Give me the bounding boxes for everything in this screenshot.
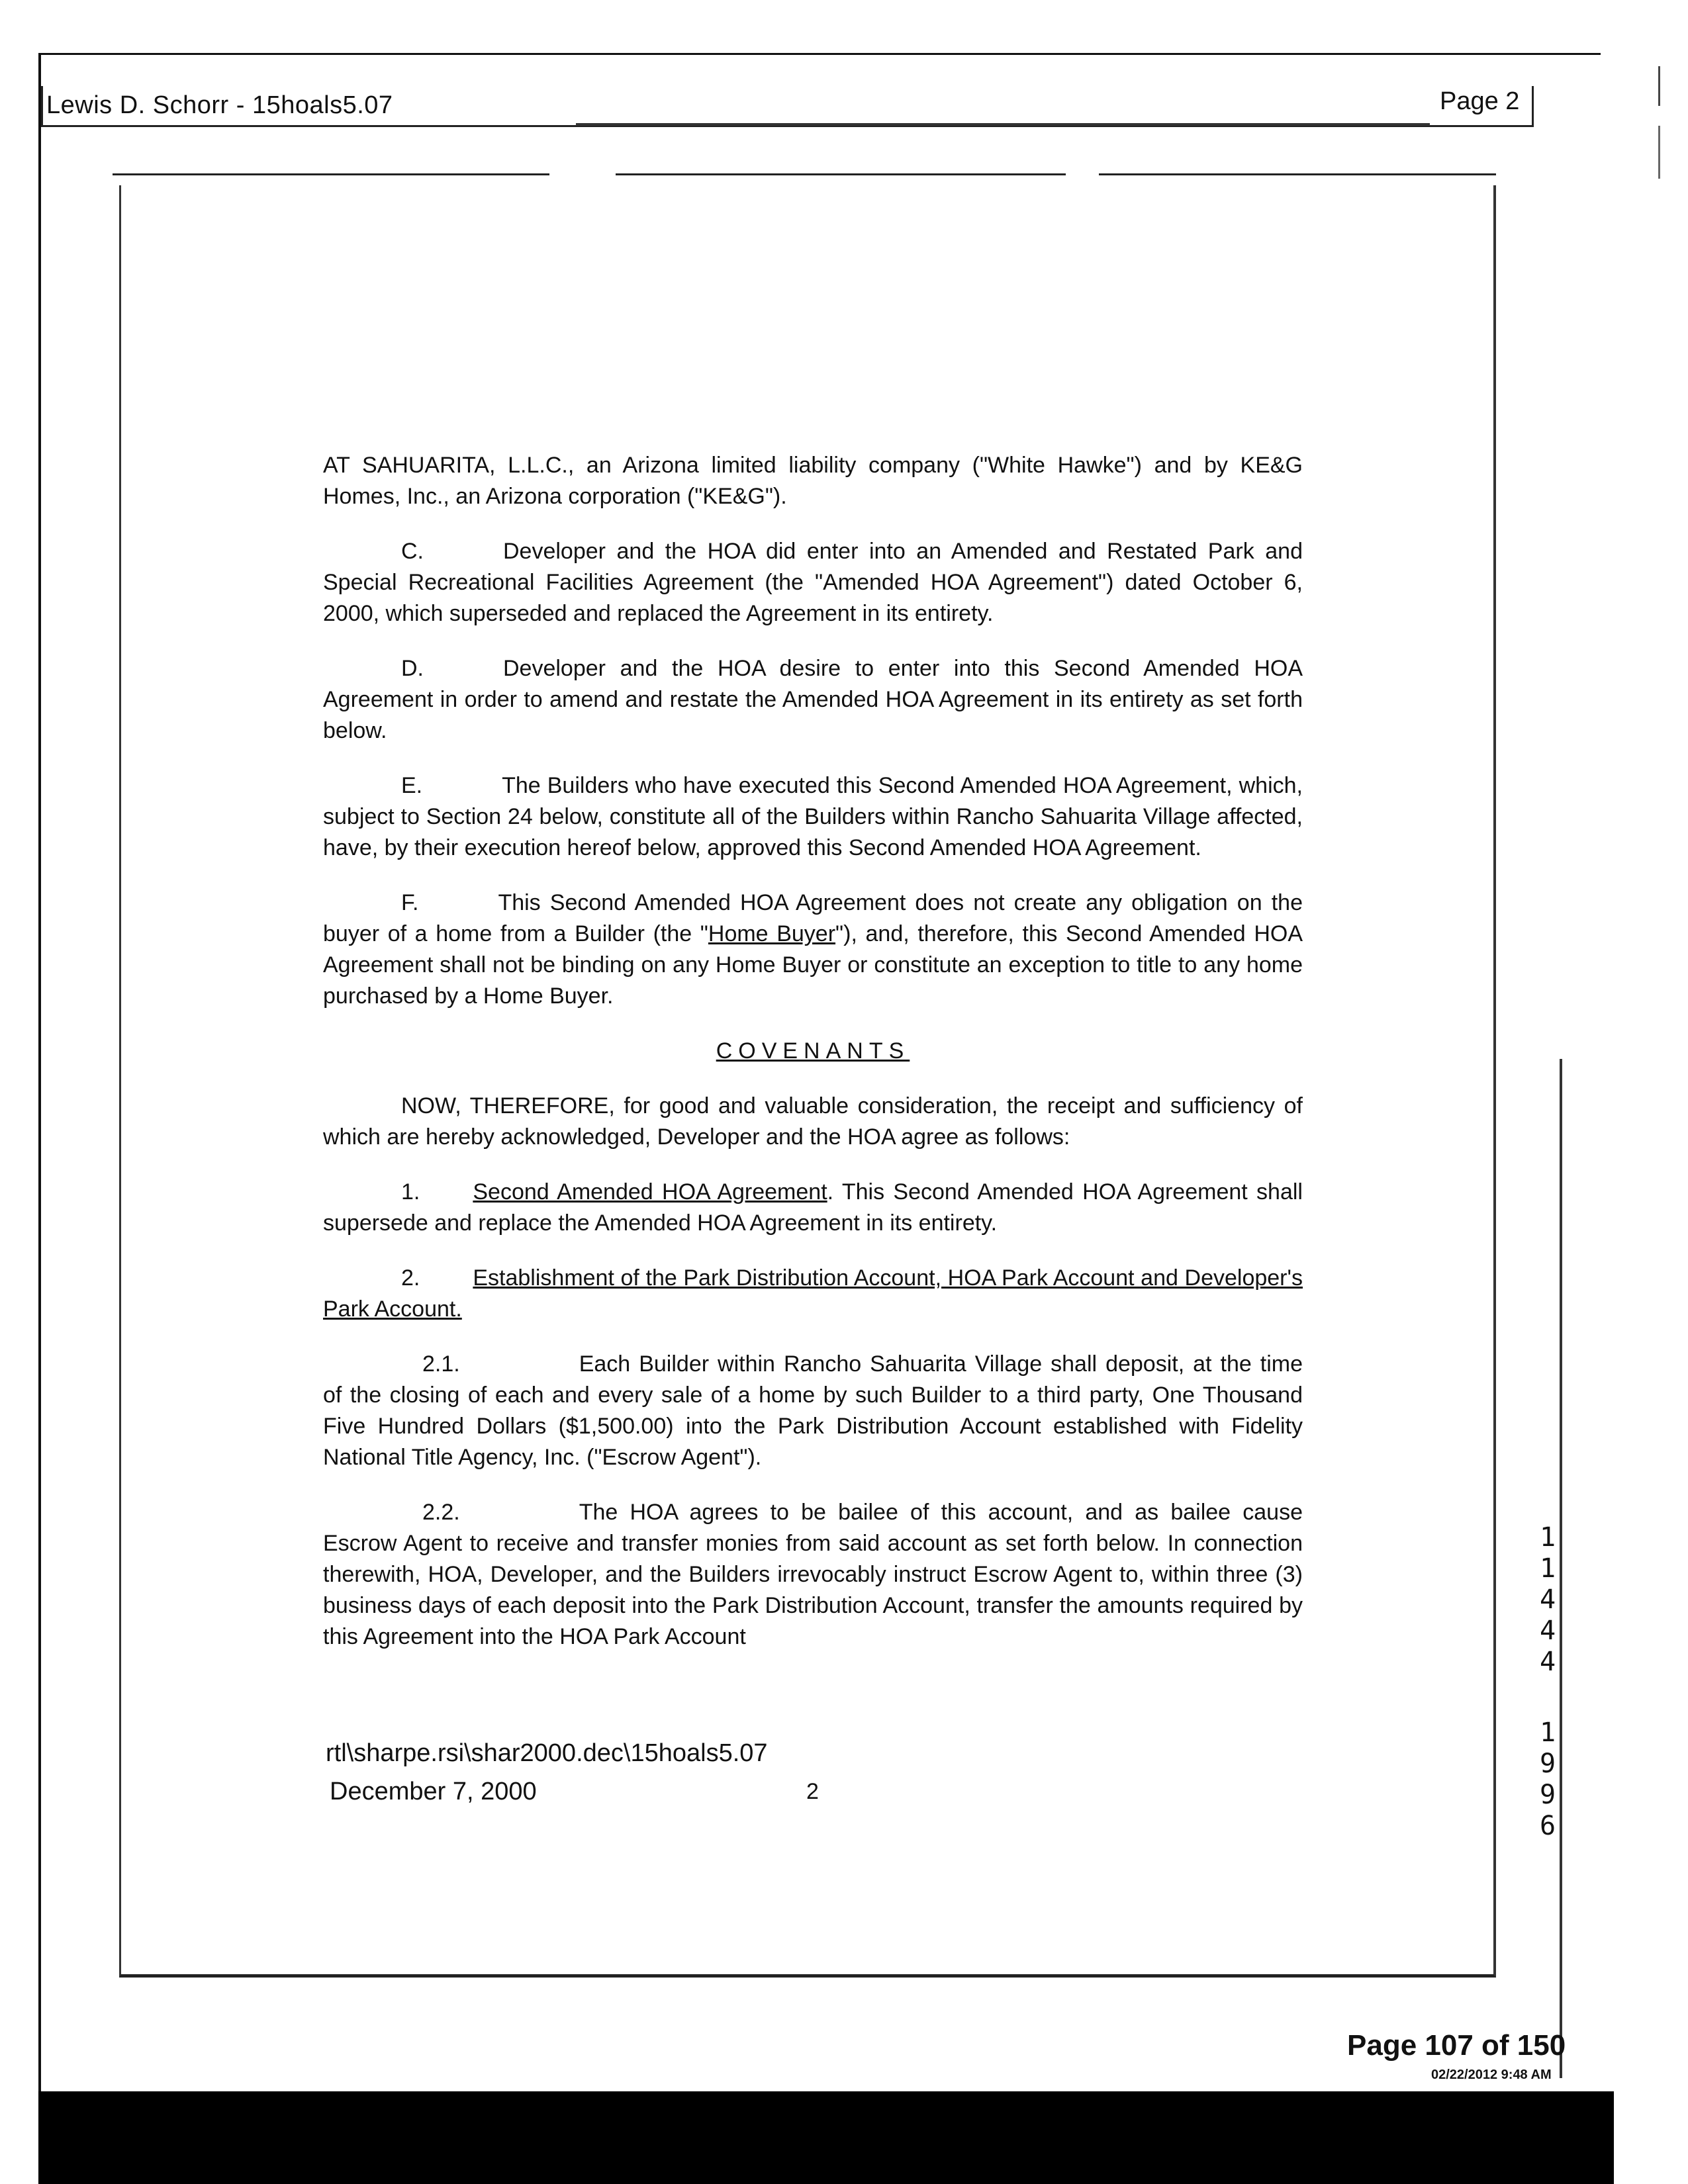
page-counter: Page 107 of 150 (1347, 2029, 1566, 2062)
paragraph-text: "), and, therefore, this Second Amended HOA Agreement shall not be binding on any Home Buyer or constitute an exception to title to any home purchased by a Home Buyer. (323, 921, 1303, 1009)
bates-digit: 4 (1539, 1584, 1556, 1615)
section-number: 2. (401, 1265, 420, 1291)
paragraph-text: This Second Amended HOA Agreement does not create any obligation on the buyer of a home from a Builder (the " (323, 890, 1303, 946)
footer-file-path: rtl\sharpe.rsi\shar2000.dec\15hoals5.07 (326, 1739, 768, 1767)
bates-digit: 9 (1539, 1780, 1556, 1810)
scan-bottom-bar (38, 2091, 1614, 2184)
section-number: 2.1. (422, 1351, 460, 1377)
paragraph-e (323, 770, 1303, 864)
bates-stamp (1534, 1522, 1561, 1842)
section-number: 1. (401, 1179, 420, 1205)
section-text: The HOA agrees to be bailee of this account, and as bailee cause Escrow Agent to receive and transfer monies from said account as set forth below. In connection therewith, HOA, Developer, and the Builders irrevocably instruct Escrow Agent to, within three (3) business days of each deposit into the Park Distribution Account, transfer the amounts required by this Agreement into the HOA Park Account (323, 1500, 1303, 1649)
section-2-2 (323, 1497, 1303, 1653)
paragraph-d (323, 653, 1303, 747)
section-2 (323, 1263, 1303, 1325)
rule-segment (113, 173, 549, 175)
bates-digit: 9 (1539, 1749, 1556, 1779)
covenants-heading: COVENANTS (716, 1038, 910, 1064)
margin-mark (1658, 126, 1660, 179)
section-number: 2.2. (422, 1500, 460, 1525)
bates-digit: 1 (1539, 1553, 1556, 1584)
paragraph-f (323, 887, 1303, 1012)
bates-digit: 1 (1539, 1717, 1556, 1748)
paragraph-text: The Builders who have executed this Second Amended HOA Agreement, which, subject to Section 24 below, constitute all of the Builders within Rancho Sahuarita Village affected, have, by their execution hereof below, approved this Second Amended HOA Agreement. (323, 773, 1303, 860)
paragraph-label: E. (401, 773, 423, 798)
bates-digit: 1 (1539, 1522, 1556, 1553)
section-2-1 (323, 1349, 1303, 1473)
header-underline (576, 123, 1430, 126)
rule-segment (1099, 173, 1496, 175)
section-1 (323, 1177, 1303, 1239)
section-text: . This Second Amended HOA Agreement shall supersede and replace the Amended HOA Agreement in its entirety. (323, 1179, 1303, 1236)
scan-left-border (38, 53, 41, 2124)
print-timestamp: 02/22/2012 9:48 AM (1431, 2068, 1552, 2082)
paragraph-text: Developer and the HOA did enter into an Amended and Restated Park and Special Recreational Facilities Agreement (the "Amended HOA Agreement") dated October 6, 2000, which superseded and replaced the Agreement in its entirety. (323, 539, 1303, 626)
paragraph-text: Developer and the HOA desire to enter into this Second Amended HOA Agreement in order to amend and restate the Amended HOA Agreement in its entirety as set forth below. (323, 656, 1303, 743)
footer-date: December 7, 2000 (330, 1778, 537, 1805)
scan-top-border (38, 53, 1601, 55)
document-body (323, 450, 1303, 1676)
section-text: Each Builder within Rancho Sahuarita Village shall deposit, at the time of the closing of each and every sale of a home by such Builder to a third party, One Thousand Five Hundred Dollars ($1,500.00) into the Park Distribution Account established with Fidelity National Title Agency, Inc. ("Escrow Agent"). (323, 1351, 1303, 1470)
paragraph-intro: AT SAHUARITA, L.L.C., an Arizona limited liability company ("White Hawke") and by KE&G Homes, Inc., an Arizona corporation ("KE&G"). (323, 453, 1303, 509)
defined-term: Home Buyer (708, 921, 836, 946)
header-document-label: Lewis D. Schorr - 15hoals5.07 (46, 91, 393, 119)
bates-digit: 4 (1539, 1647, 1556, 1677)
paragraph-now-therefore (323, 1091, 1303, 1153)
bates-digit: 6 (1539, 1811, 1556, 1841)
section-title: Second Amended HOA Agreement (473, 1179, 827, 1205)
paragraph-c (323, 536, 1303, 629)
footer-page-number: 2 (806, 1779, 819, 1804)
paragraph-text: NOW, THEREFORE, for good and valuable consideration, the receipt and sufficiency of which are hereby acknowledged, Developer and the HOA agree as follows: (323, 1093, 1303, 1150)
paragraph-label: D. (401, 656, 424, 681)
paragraph-label: F. (401, 890, 419, 915)
paragraph-label: C. (401, 539, 424, 564)
margin-mark (1658, 66, 1660, 106)
bates-digit: 4 (1539, 1615, 1556, 1646)
header-page-label: Page 2 (1440, 87, 1520, 115)
rule-segment (616, 173, 1066, 175)
section-title: Establishment of the Park Distribution Account, HOA Park Account and Developer's Park Account. (323, 1265, 1303, 1322)
